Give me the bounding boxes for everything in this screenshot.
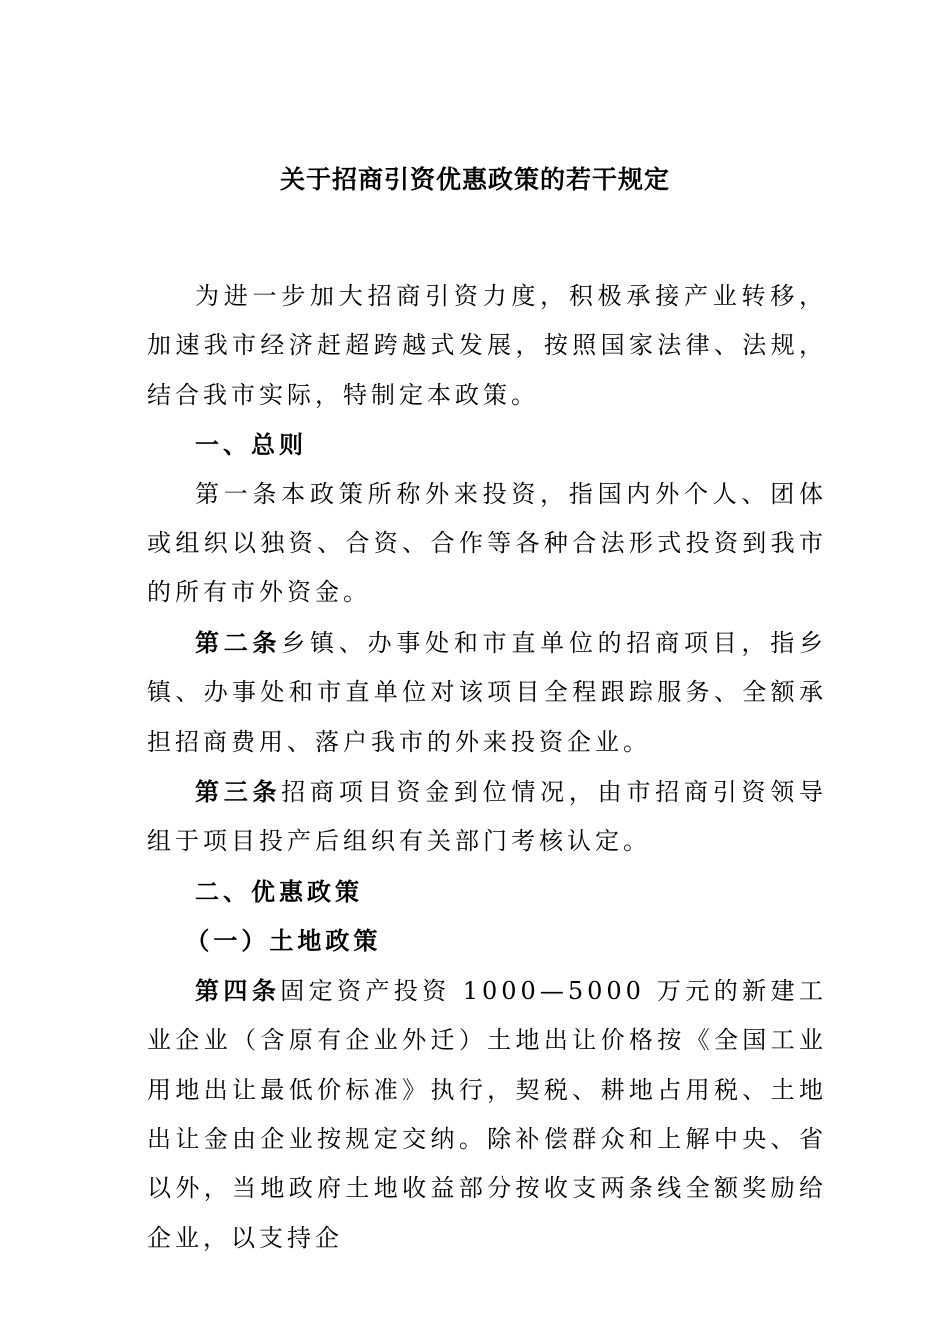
subsection-heading-land-policy: （一）土地政策 bbox=[185, 926, 382, 956]
article-2-paragraph bbox=[147, 618, 827, 767]
article-3-text: 招商项目资金到位情况，由市招商引资领导组于项目投产后组织有关部门考核认定。 bbox=[147, 778, 828, 856]
article-4-label: 第四条 bbox=[195, 975, 281, 1005]
document-title: 关于招商引资优惠政策的若干规定 bbox=[279, 165, 670, 194]
article-3-label: 第三条 bbox=[195, 777, 282, 807]
article-2-label: 第二条 bbox=[195, 627, 282, 657]
article-2-text: 乡镇、办事处和市直单位的招商项目，指乡镇、办事处和市直单位对该项目全程跟踪服务、全额承担招商费用、落户我市的外来投资企业。 bbox=[147, 628, 828, 756]
article-1-paragraph: 第一条本政策所称外来投资，指国内外个人、团体或组织以独资、合资、合作等各种合法形式投资到我市的所有市外资金。 bbox=[147, 479, 827, 607]
article-3-paragraph bbox=[147, 767, 827, 867]
section-heading-general: 一、总则 bbox=[195, 430, 307, 460]
intro-paragraph: 为进一步加大招商引资力度，积极承接产业转移，加速我市经济赶超跨越式发展，按照国家法律、法规，结合我市实际，特制定本政策。 bbox=[147, 282, 827, 409]
article-4-paragraph bbox=[147, 966, 827, 1263]
article-4-text: 固定资产投资 1000—5000 万元的新建工业企业（含原有企业外迁）土地出让价格按《全国工业用地出让最低价标准》执行，契税、耕地占用税、土地出让金由企业按规定交纳。除补偿群众和上解中央、省以外，当地政府土地收益部分按收支两条线全额奖励给企业，以支持企 bbox=[147, 976, 827, 1252]
section-heading-preferential-policies: 二、优惠政策 bbox=[195, 876, 363, 906]
document-body bbox=[147, 272, 827, 1263]
